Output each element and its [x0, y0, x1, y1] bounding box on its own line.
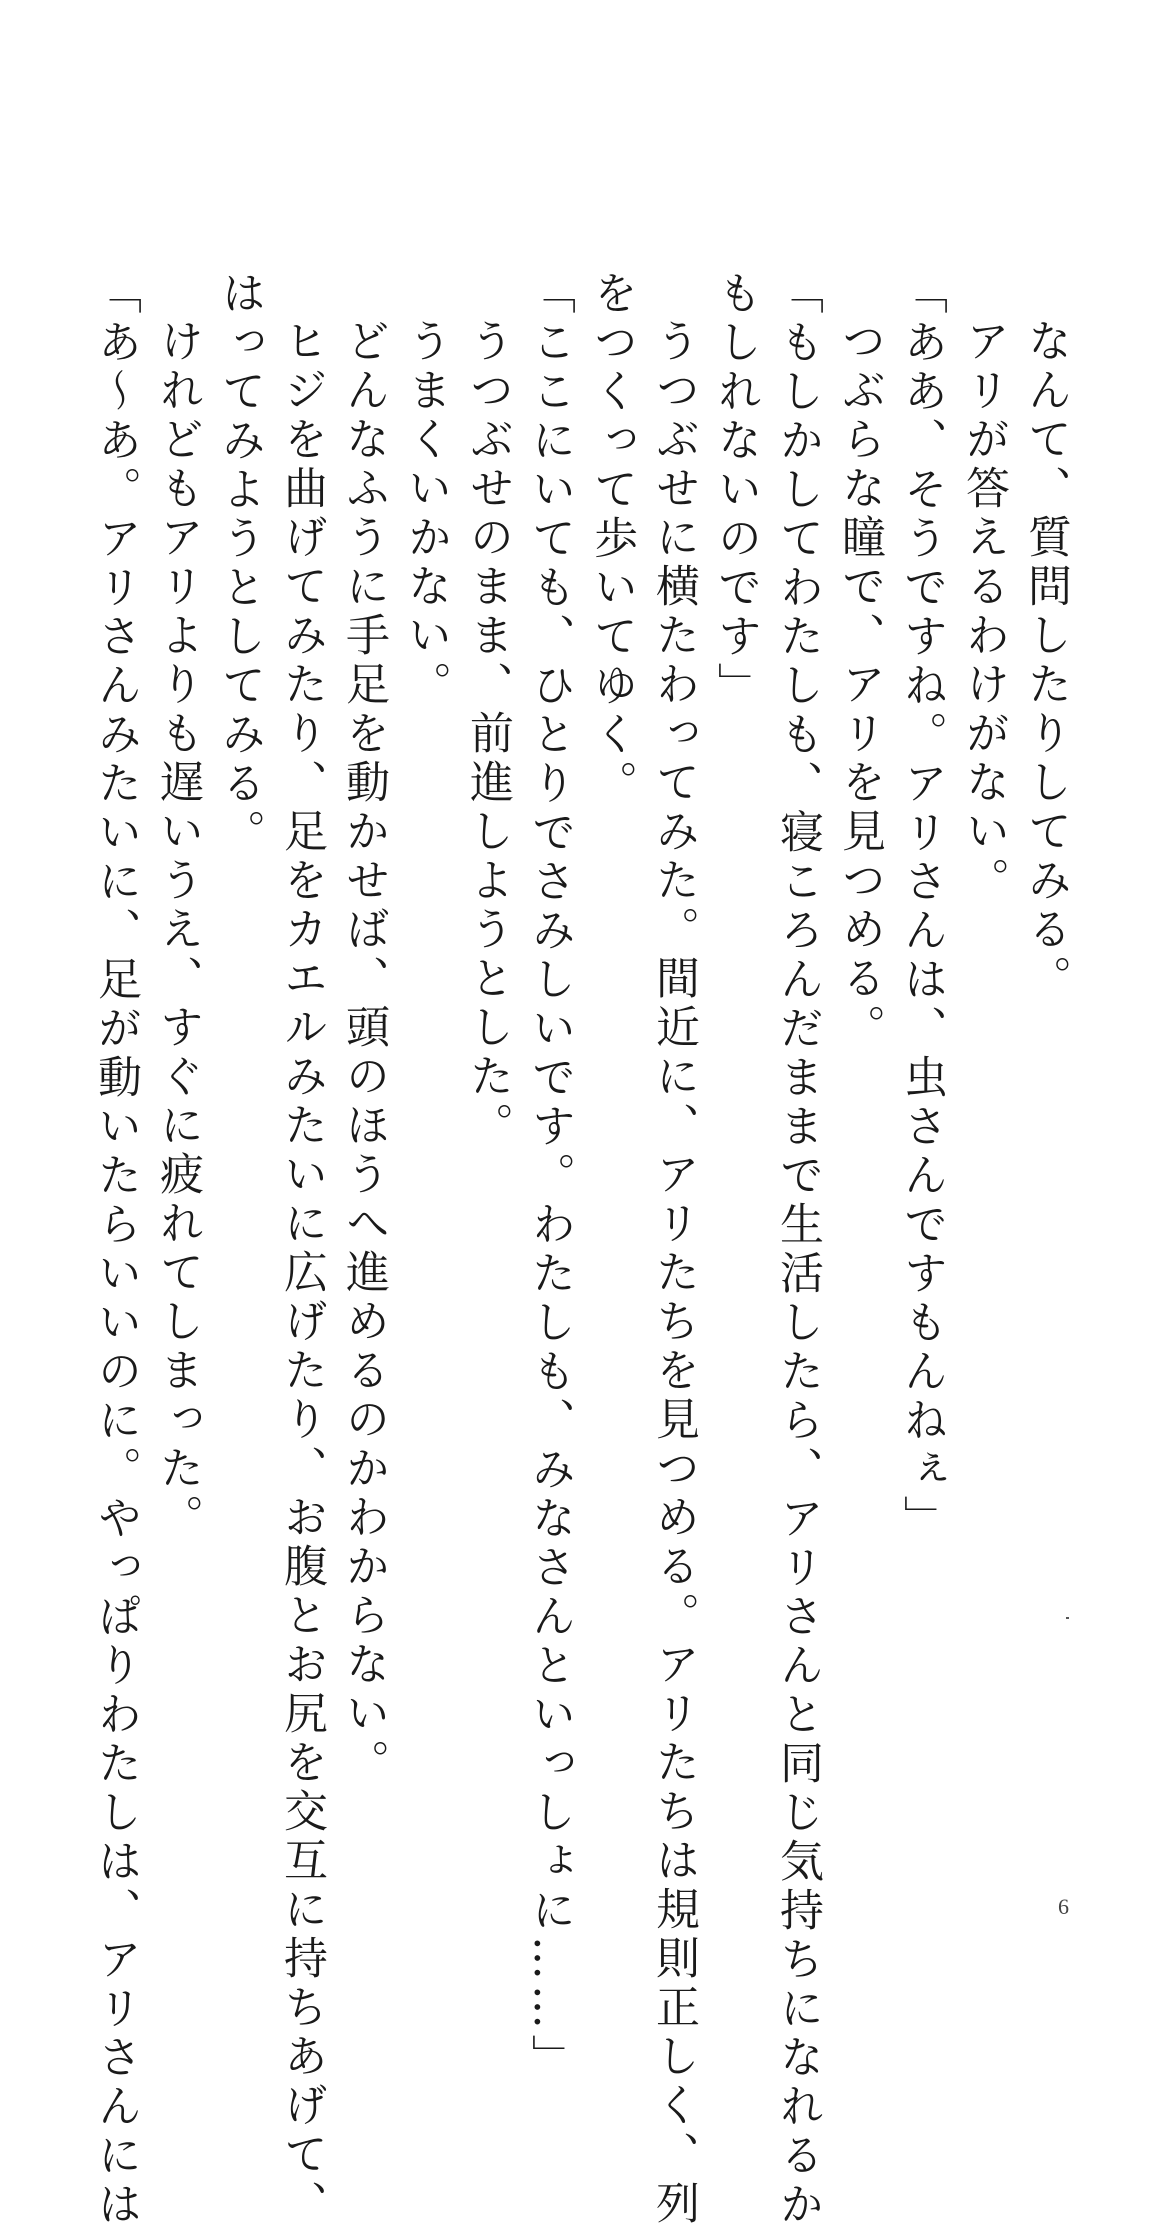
text-line: をつくって歩いてゆく。 — [586, 270, 637, 809]
text-line: うつぶせのまま、前進しようとした。 — [462, 318, 513, 1151]
text-line: なんて、質問したりしてみる。 — [1020, 318, 1071, 1004]
text-line: 「ああ、そうですね。アリさんは、虫さんですもんねぇ」 — [896, 270, 947, 1544]
text-line: 「ここにいても、ひとりでさみしいです。わたしも、みなさんといっしょに……」 — [524, 270, 575, 2083]
text-line: アリが答えるわけがない。 — [958, 318, 1009, 906]
page-number: 6 — [1058, 1894, 1069, 1919]
scan-speck — [1066, 1617, 1069, 1619]
text-line: けれどもアリよりも遅いうえ、すぐに疲れてしまった。 — [152, 318, 203, 1543]
text-line: 「あ〜あ。アリさんみたいに、足が動いたらいいのに。やっぱりわたしは、アリさんには — [90, 270, 141, 2230]
text-line: うまくいかない。 — [400, 318, 451, 710]
text-line: 「もしかしてわたしも、寝ころんだままで生活したら、アリさんと同じ気持ちになれるか — [772, 270, 823, 2230]
text-line: ヒジを曲げてみたり、足をカエルみたいに広げたり、お腹とお尻を交互に持ちあげて、 — [276, 318, 327, 2229]
text-line: どんなふうに手足を動かせば、頭のほうへ進めるのかわからない。 — [338, 318, 389, 1788]
text-line: つぶらな瞳で、アリを見つめる。 — [834, 318, 885, 1053]
text-line: もしれないのです」 — [710, 270, 761, 711]
text-line: はってみようとしてみる。 — [214, 270, 265, 858]
text-line: うつぶせに横たわってみた。間近に、アリたちを見つめる。アリたちは規則正しく、列 — [648, 318, 699, 2229]
vertical-text-body — [84, 270, 1076, 2230]
